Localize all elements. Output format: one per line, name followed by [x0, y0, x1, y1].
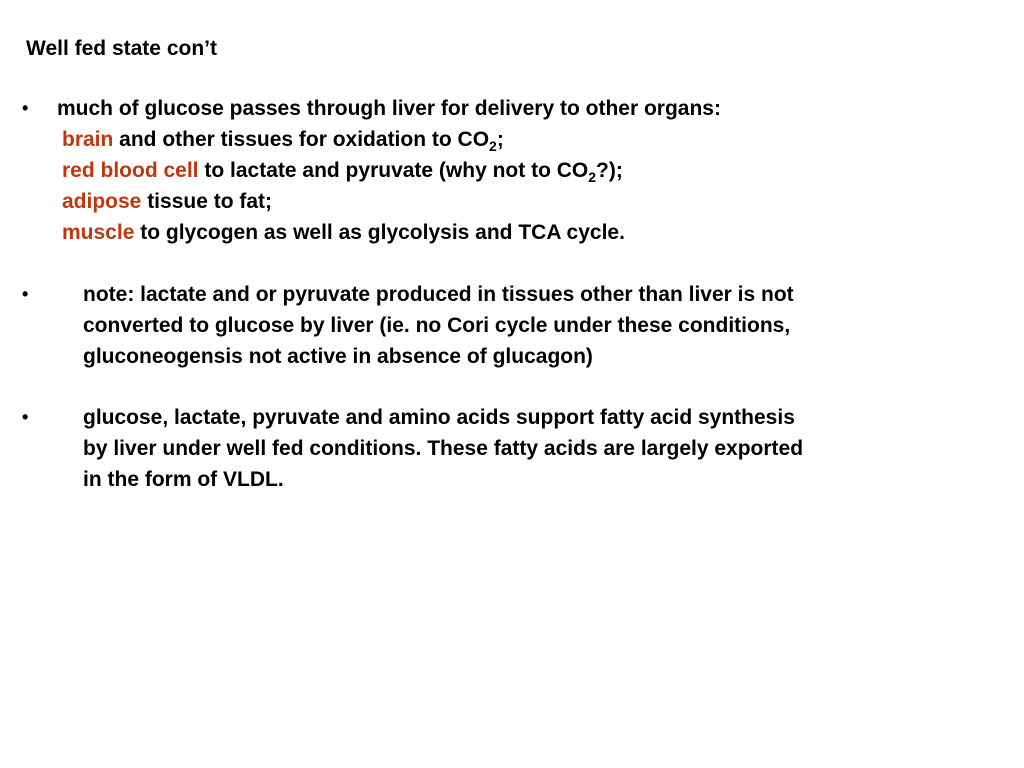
organ-item-red-blood-cell [62, 155, 623, 186]
slide-title: Well fed state con’t [26, 37, 217, 60]
bullet-line: in the form of VLDL. [83, 468, 284, 491]
organ-desc-end: ; [496, 128, 504, 151]
organ-desc: tissue to fat; [141, 190, 273, 213]
bullet-text: much of glucose passes through liver for delivery to other organs: [57, 97, 721, 120]
organ-name: brain [62, 128, 114, 151]
subscript: 2 [489, 138, 497, 154]
bullet-line: by liver under well fed conditions. These fatty acids are largely exported [83, 437, 804, 460]
organ-desc-end: ?); [596, 159, 623, 182]
bullet-line: glucose, lactate, pyruvate and amino acids support fatty acid synthesis [83, 406, 795, 429]
organ-desc: to glycogen as well as glycolysis and TCA cycle. [134, 221, 625, 244]
bullet-line: gluconeogensis not active in absence of glucagon) [83, 345, 593, 368]
organ-name: adipose [62, 190, 142, 213]
bullet-line: note: lactate and or pyruvate produced in tissues other than liver is not [83, 283, 794, 306]
organ-name: red blood cell [62, 159, 199, 182]
organ-item-brain [62, 124, 504, 155]
bullet-line: converted to glucose by liver (ie. no Cori cycle under these conditions, [83, 314, 791, 337]
organ-item-muscle [62, 217, 625, 248]
subscript: 2 [588, 169, 597, 185]
bullet-marker: • [22, 284, 29, 304]
bullet-marker: • [22, 98, 29, 118]
organ-desc: and other tissues for oxidation to CO [113, 128, 490, 151]
organ-item-adipose [62, 186, 272, 217]
bullet-marker: • [22, 407, 29, 427]
organ-name: muscle [62, 221, 135, 244]
organ-desc: to lactate and pyruvate (why not to CO [198, 159, 589, 182]
